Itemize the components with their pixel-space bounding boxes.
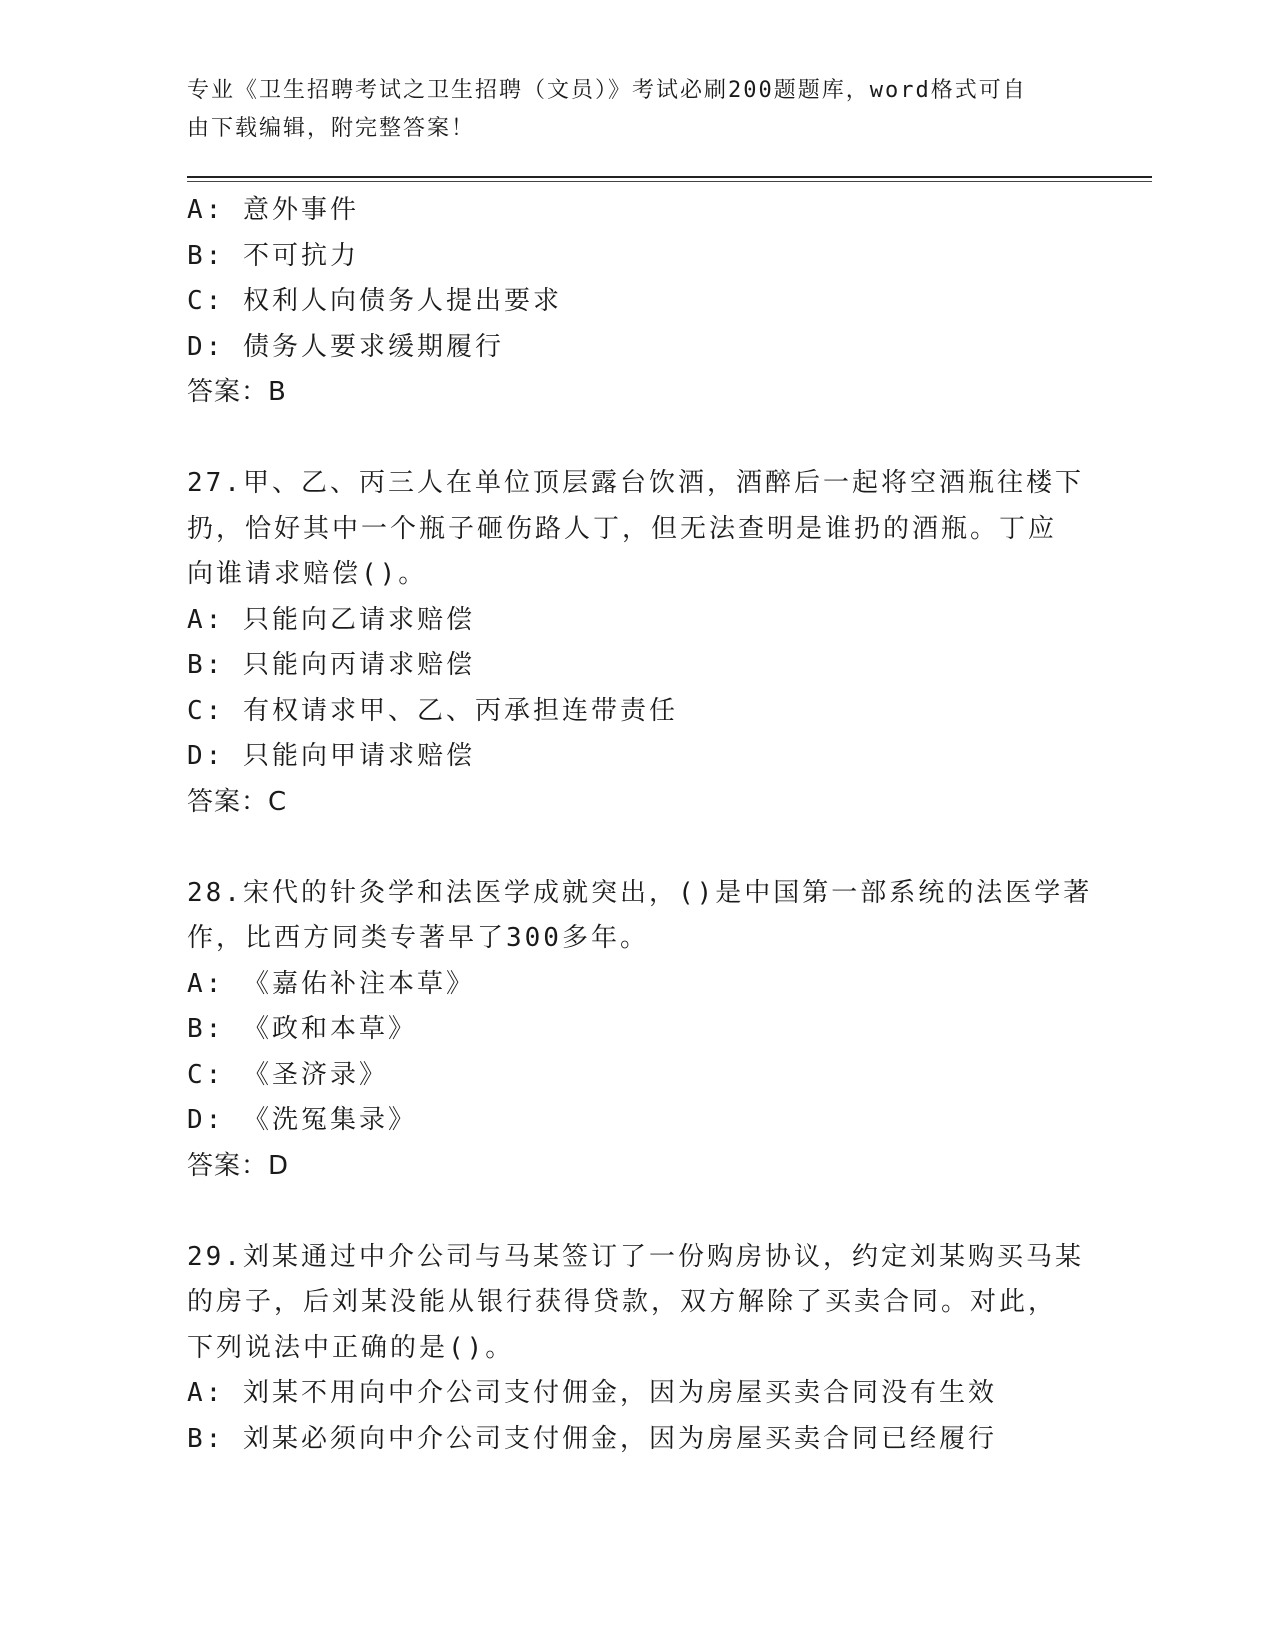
question-28 [187, 871, 1093, 1190]
option-c: C: 权利人向债务人提出要求 [187, 286, 562, 316]
document-header [187, 72, 1067, 148]
option-a: A: 意外事件 [187, 195, 359, 225]
option-b: B: 刘某必须向中介公司支付佣金，因为房屋买卖合同已经履行 [187, 1423, 997, 1454]
option-b: B: 只能向丙请求赔偿 [187, 650, 475, 680]
spacer [187, 825, 1087, 871]
question-stem-line: 的房子，后刘某没能从银行获得贷款，双方解除了买卖合同。对此， [187, 1287, 1058, 1317]
question-stem-line: 29.刘某通过中介公司与马某签订了一份购房协议，约定刘某购买马某 [187, 1241, 1084, 1272]
question-stem-line: 扔，恰好其中一个瓶子砸伤路人丁，但无法查明是谁扔的酒瓶。丁应 [187, 513, 1058, 544]
answer-line: 答案：C [187, 786, 288, 817]
question-stem-line: 向谁请求赔偿()。 [187, 559, 428, 589]
option-a: A: 刘某不用向中介公司支付佣金，因为房屋买卖合同没有生效 [187, 1378, 997, 1408]
question-stem-line: 27.甲、乙、丙三人在单位顶层露台饮酒，酒醉后一起将空酒瓶往楼下 [187, 468, 1084, 498]
option-b: B: 《政和本草》 [187, 1014, 417, 1044]
option-d: D: 只能向甲请求赔偿 [187, 741, 475, 771]
header-line-2: 由下载编辑，附完整答案！ [187, 116, 476, 141]
header-line-1: 专业《卫生招聘考试之卫生招聘（文员）》考试必刷200题题库，word格式可自 [187, 78, 1027, 103]
question-26 [187, 188, 1087, 416]
question-stem-line: 28.宋代的针灸学和法医学成就突出，()是中国第一部系统的法医学著 [187, 877, 1093, 908]
answer-line: 答案：D [187, 1150, 290, 1181]
spacer [187, 1189, 1087, 1235]
option-b: B: 不可抗力 [187, 240, 359, 271]
question-stem-line: 下列说法中正确的是()。 [187, 1332, 515, 1363]
question-list [187, 188, 1093, 1462]
option-d: D: 债务人要求缓期履行 [187, 331, 504, 362]
option-d: D: 《洗冤集录》 [187, 1105, 417, 1135]
header-divider-thin [187, 181, 1152, 182]
option-a: A: 只能向乙请求赔偿 [187, 604, 475, 635]
answer-line: 答案：B [187, 377, 287, 407]
question-stem-line: 作，比西方同类专著早了300多年。 [187, 923, 649, 953]
option-c: C: 有权请求甲、乙、丙承担连带责任 [187, 695, 678, 726]
header-divider-thick [187, 176, 1152, 178]
question-29 [187, 1235, 1087, 1463]
question-27 [187, 461, 1087, 825]
option-a: A: 《嘉佑补注本草》 [187, 968, 475, 999]
spacer [187, 416, 1087, 462]
option-c: C: 《圣济录》 [187, 1059, 388, 1090]
